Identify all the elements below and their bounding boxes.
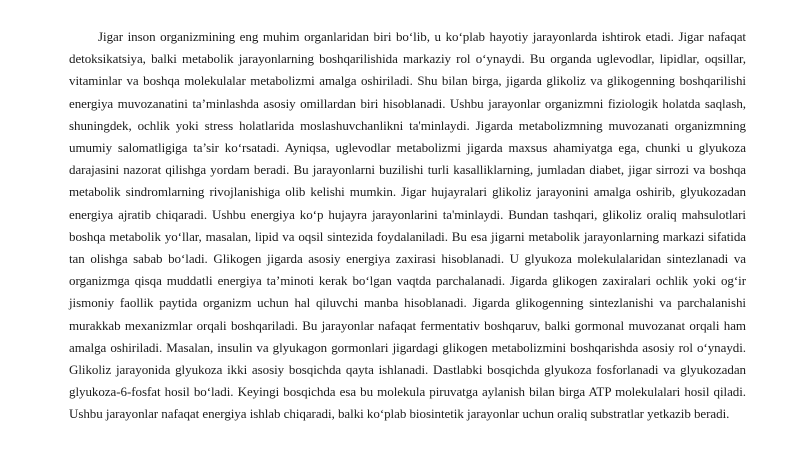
body-paragraph: Jigar inson organizmining eng muhim organlaridan biri bo‘lib, u ko‘plab hayotiy jarayonlarda ishtirok etadi. Jigar nafaqat detoksikatsiya, balki metabolik jarayonlarning boshqarilishida markaziy rol o‘ynaydi. Bu organda uglevodlar, lipidlar, oqsillar, vitaminlar va boshqa molekulalar metabolizmi amalga oshiriladi. Shu bilan birga, jigarda glikoliz va glikogenning boshqarilishi energiya muvozanatini ta’minlashda asosiy omillardan biri hisoblanadi. Ushbu jarayonlar organizmni fiziologik holatda saqlash, shuningdek, ochlik yoki stress holatlarida moslashuvchanlikni ta'minlaydi. Jigarda metabolizmning muvozanati organizmning umumiy salomatligiga ta’sir ko‘rsatadi. Ayniqsa, uglevodlar metabolizmi jigarda maxsus ahamiyatga ega, chunki u glyukoza darajasini nazorat qilishga yordam beradi. Bu jarayonlarni buzilishi turli kasalliklarning, jumladan diabet, jigar sirrozi va boshqa metabolik sindromlarning rivojlanishiga olib kelishi mumkin. Jigar hujayralari glikoliz jarayonini amalga oshirib, glyukozadan energiya ajratib chiqaradi. Ushbu energiya ko‘p hujayra jarayonlarini ta'minlaydi. Bundan tashqari, glikoliz oraliq mahsulotlari boshqa metabolik yo‘llar, masalan, lipid va oqsil sintezida foydalaniladi. Bu esa jigarni metabolik jarayonlarning markazi sifatida tan olishga sabab bo‘ladi. Glikogen jigarda asosiy energiya zaxirasi hisoblanadi. U glyukoza molekulalaridan sintezlanadi va organizmga qisqa muddatli energiya ta’minoti kerak bo‘lgan vaqtda parchalanadi. Jigarda glikogen zaxiralari ochlik yoki og‘ir jismoniy faollik paytida organizm uchun hal qiluvchi manba hisoblanadi. Jigarda glikogenning sintezlanishi va parchalanishi murakkab mexanizmlar orqali boshqariladi. Bu jarayonlar nafaqat fermentativ boshqaruv, balki gormonal muvozanat orqali ham amalga oshiriladi. Masalan, insulin va glyukagon gormonlari jigardagi glikogen metabolizmini boshqarishda asosiy rol o‘ynaydi. Glikoliz jarayonida glyukoza ikki asosiy bosqichda qayta ishlanadi. Dastlabki bosqichda glyukoza fosforlanadi va glyukozadan glyukoza-6-fosfat hosil bo‘ladi. Keyingi bosqichda esa bu molekula piruvatga aylanish bilan birga ATP molekulalari hosil qiladi. Ushbu jarayonlar nafaqat energiya ishlab chiqaradi, balki ko‘plab biosintetik jarayonlar uchun oraliq substratlar yetkazib beradi. <box>69 29 746 422</box>
document-page <box>69 26 746 436</box>
